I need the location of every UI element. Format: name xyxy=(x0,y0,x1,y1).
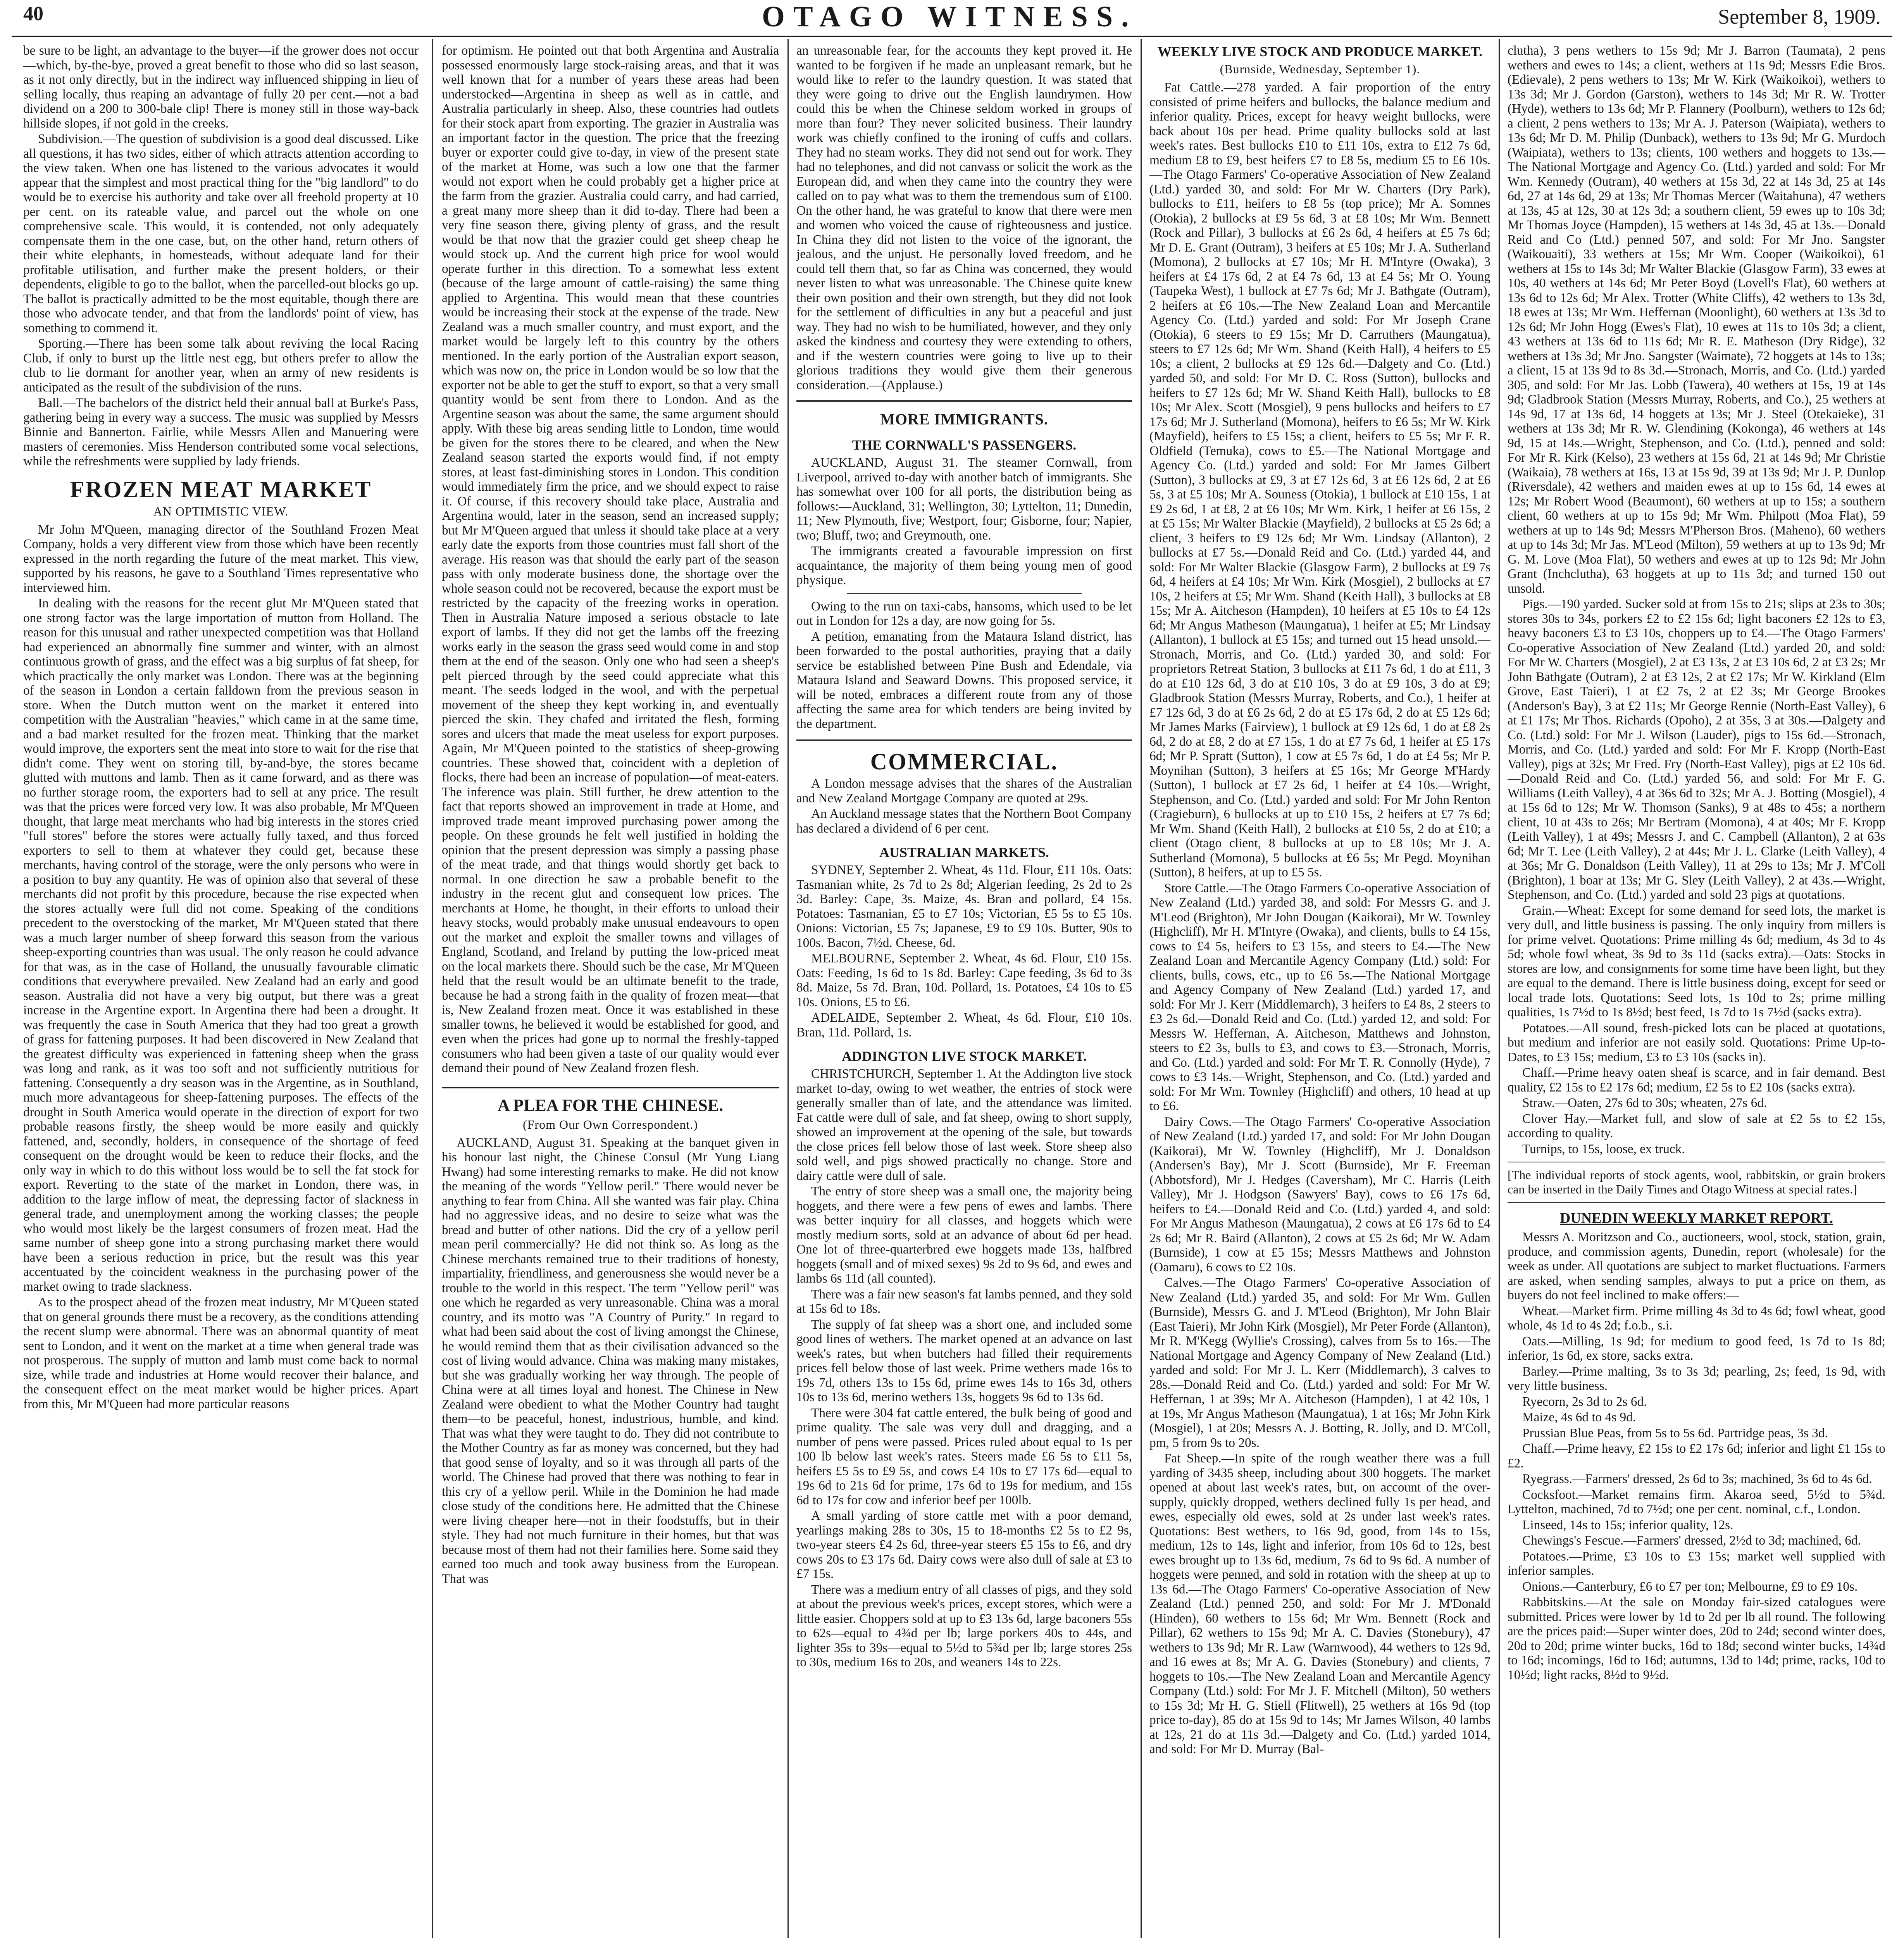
article-paragraph: Barley.—Prime malting, 3s to 3s 3d; pearling, 2s; feed, 1s 9d, with very little business. xyxy=(1508,1364,1885,1393)
page-header xyxy=(0,0,1904,37)
editorial-notice: [The individual reports of stock agents, wool, rabbitskin, or grain brokers can be inserted in the Daily Times and Otago Witness at special rates.] xyxy=(1508,1168,1885,1196)
article-paragraph: be sure to be light, an advantage to the buyer—if the grower does not occur—which, by-the-bye, proved a great benefit to those who did so last season, as it not only directly, but in the indirect way influenced shipping in lieu of selling locally, thus reaping an advantage of fully 20 per cent.—not a bad dividend on a 200 to 300-bale clip! There is money still in those way-back hillside slopes, if not gold in the creeks. xyxy=(23,43,419,131)
divider xyxy=(847,593,1082,594)
headline-plea-chinese: A PLEA FOR THE CHINESE. xyxy=(442,1087,779,1115)
article-paragraph: An Auckland message states that the Northern Boot Company has declared a dividend of 6 per cent. xyxy=(796,807,1132,836)
article-paragraph: for optimism. He pointed out that both Argentina and Australia possessed enormously large stock-raising areas, and that it was well known that for a number of years these areas had been understocked—Argentina in sheep as well as in cattle, and Australia particularly in sheep. Also, these countries had outlets for their stock apart from exporting. The grazier in Australia was an important factor in the question. The price that the freezing buyer or exporter could give to-day, in view of the present state of the market at Home, was such a low one that the farmer would not export when he could probably get a higher price at the farm from the grazier. Australia could carry, and had carried, a great many more sheep than it did to-day. There had been a very fine season there, giving plenty of grass, and the result would be that now that the grazier could get sheep cheap he would stock up. And the current high price for wool would operate further in this direction. To a somewhat less extent (because of the large amount of cattle-raising) the same thing applied to Argentina. This would mean that these countries would be increasing their stock at the expense of the trade. New Zealand was a much smaller country, and must export, and the market would be largely left to this country by the others mentioned. In the early portion of the Australian export season, which was now on, the price in London would be so low that the exporter not be able to get the stuff to export, so that a very small quantity would be sent from there to London. And as the Argentine season was about the same, the same argument should apply. With these big areas sending little to London, time would be given for the stores there to be cleared, and when the New Zealand season started the exports would find, if not empty stores, at least fast-diminishing stores in London. This condition would immediately firm the price, and we should expect to raise it. Of course, if this recovery should take place, Australia and Argentina would, later in the season, send an increased supply; but Mr M'Queen argued that unless it should take place at a very early date the exports from those countries must fall short of the average. His reason was that should the early part of the season pass with only moderate business done, the shortage over the whole season could not be recovered, because the export must be restricted by the capacity of the freezing works in operation. Then in Australia Nature imposed a serious obstacle to late export of lambs. If they did not get the lambs off the freezing works early in the season the grass seed would come in and stop them at the end of the season. Only one who had seen a sheep's pelt pierced through by the seed could appreciate what this meant. The seeds lodged in the wool, and with the perpetual movement of the sheep they kept working in, and eventually pierced the skin. They chafed and irritated the flesh, forming sores and ulcers that made the meat useless for export purposes. Again, Mr M'Queen pointed to the statistics of sheep-growing countries. These showed that, coincident with a depletion of flocks, there had been an increase of population—of meat-eaters. The inference was plain. Still further, he drew attention to the fact that reports showed an improvement in trade at Home, and improved trade meant improved purchasing power among the people. On these grounds he felt well justified in holding the opinion that the present depression was simply a passing phase of the meat trade, and that things would shortly get back to normal. In one direction he saw a probable benefit to the industry in the recent glut and consequent low prices. The merchants at Home, he thought, in their efforts to unload their heavy stocks, would probably make unusual endeavours to open out the market and exploit the smaller towns and villages of England, Scotland, and Ireland by putting the low-priced meat on the local markets there. Should such be the case, Mr M'Queen held that the result would be an ultimate benefit to the trade, because he had a strong faith in the quality of frozen meat—that is, New Zealand frozen meat. Once it was established in these smaller towns, he believed it would be established for good, and even when the prices had gone up to normal the freshly-tapped consumers who had been given a taste of our quality would ever demand their pound of New Zealand frozen flesh. xyxy=(442,43,779,1075)
article-paragraph: Rabbitskins.—At the sale on Monday fair-sized catalogues were submitted. Prices were lower by 1d to 2d per lb all round. The following are the prices paid:—Super winter does, 20d to 24d; second winter does, 20d to 20d; prime winter bucks, 16d to 18d; second winter bucks, 14¾d to 16d; incomings, 16d to 16d; autumns, 13d to 14d; prime, racks, 10d to 10½d; light racks, 8½d to 9½d. xyxy=(1508,1595,1885,1682)
article-paragraph: Potatoes.—Prime, £3 10s to £3 15s; market well supplied with inferior samples. xyxy=(1508,1549,1885,1578)
byline: (From Our Own Correspondent.) xyxy=(522,1117,698,1131)
column-3 xyxy=(796,43,1132,1938)
article-paragraph: Pigs.—190 yarded. Sucker sold at from 15s to 21s; slips at 23s to 30s; stores 30s to 34s, porkers £2 to £2 15s 6d; light baconers £2 12s to £3, heavy baconers £3 to £3 10s, choppers up to £4.—The Otago Farmers' Co-operative Association of New Zealand (Ltd.) yarded 20, and sold: For Mr W. Charters (Mosgiel), 2 at £3 13s, 2 at £3 10s 6d, 2 at £3 2s; Mr John Bathgate (Outram), 2 at £3 12s, 2 at £2 17s; Mr W. Kirkland (Elm Grove, East Taieri), 1 at £2 7s, 2 at £2 3s; Mr George Brookes (Anderson's Bay), 3 at £2 11s; Mr George Rennie (North-East Valley), 6 at £1 17s; Mr Thos. Richards (Opoho), 2 at 35s, 3 at 30s.—Dalgety and Co. (Ltd.) sold: For Mr J. Wilson (Lauder), pigs to 15s 6d.—Stronach, Morris, and Co. (Ltd.) yarded and sold: For Mr F. Kropp (North-East Valley), pigs at 32s; Mr Fred. Fry (North-East Valley), pigs at £2 10s 6d.—Donald Reid and Co. (Ltd.) yarded 56, and sold: For Mr F. G. Williams (Leith Valley), 4 at 36s 6d to 32s; Mr A. J. Botting (Mosgiel), 4 at 15s 6d to 12s; Mr W. Thomson (Sanks), 9 at 48s to 45s; a northern client, 10 at 43s to 26s; Mr Bertram (Momona), 4 at 40s; Mr F. Kropp (Leith Valley), 1 at 49s; Messrs J. and C. Campbell (Allanton), 2 at 63s 6d; Mr T. Lee (Leith Valley), 2 at 44s; Mr J. L. Clarke (Leith Valley), 4 at 36s; Mr G. Donaldson (Leith Valley), 11 at 29s to 13s; Mr J. M'Coll (Brighton), 1 boar at 13s; Mr G. Sley (Leith Valley), 2 at 43s.—Wright, Stephenson, and Co. (Ltd.) yarded and sold 23 pigs at quotations. xyxy=(1508,597,1885,902)
subheadline: THE CORNWALL'S PASSENGERS. xyxy=(852,437,1077,453)
article-paragraph: Ryecorn, 2s 3d to 2s 6d. xyxy=(1522,1394,1647,1409)
article-paragraph: Ryegrass.—Farmers' dressed, 2s 6d to 3s; machined, 3s 6d to 4s 6d. xyxy=(1522,1472,1872,1486)
article-paragraph: In dealing with the reasons for the recent glut Mr M'Queen stated that one strong factor was the large importation of mutton from Holland. The reason for this unusual and rather unexpected competition was that Holland had experienced an abnormally fine summer and winter, with an almost continuous growth of grass, and the effect was a big surplus of fat sheep, for which practically the only market was London. There was at the beginning of the season in London a certain falldown from the previous season in store. When the Dutch mutton went on the market it entered into competition with the Australian "heavies," which came in at the same time, and a bad market resulted for the frozen meat. Thinking that the market would improve, the exporters sent the meat into store to wait for the rise that didn't come. They went on storing till, by-and-bye, the stores became glutted with muttons and lamb. Then as it came forward, and as there was no further storage room, the exporters had to sell at any price. The result was that the prices were forced very low. It was also probable, Mr M'Queen thought, that large meat merchants who had big interests in the stores cried "full stores" before the stores were actually fully taxed, and thus forced exporters to sell to them at whatever they could get, because these merchants, having control of the storage, were the only persons who were in a position to buy any quantity. He was of opinion also that several of these merchants did not profit by this procedure, because the rise expected when the stores actually were full did not come. Speaking of the conditions precedent to the overstocking of the market, Mr M'Queen stated that there was a much larger number of sheep forward this season from the various sheep-exporting countries than was usual. The only reason he could advance for that was, as in the case of Holland, the unusually favourable climatic conditions that everywhere prevailed. New Zealand had an early and good season. Australia did not have a very big output, but there was a great increase in the Argentine export. In Argentina there had been a drought. It was frequently the case in South America that they had too great a growth of grass for fattening purposes. It had been discovered in New Zealand that the greatest difficulty was experienced in fattening sheep when the grass was long and rank, as it was too soft and not sufficiently nutritious for fattening. Consequently a dry season was in the Argentine, as in Southland, much more advantageous for sheep-fattening purposes. The effects of the drought in South America would operate in the direction of export for two probable reasons firstly, the sheep would be more easily and quickly fattened, and, secondly, holders, in consequence of the shortage of feed consequent on the drought would be keen to reduce their flocks, and the only way in which to do this without loss would be to sell the fat stock for export. Reverting to the state of the market in London, there was, in addition to the large inflow of meat, the depressing factor of slackness in general trade, and unemployment among the working classes; the people who would most likely be the largest consumers of frozen meat. Had the same number of sheep gone into a strong purchasing market there would have been a serious reduction in price, but the result was this year accentuated by the coincident weakness in the purchasing power of the market owing to trade slackness. xyxy=(23,596,419,1294)
headline-immigrants: MORE IMMIGRANTS. xyxy=(880,410,1048,428)
article-paragraph: Owing to the run on taxi-cabs, hansoms, which used to be let out in London for 12s a day, are now going for 5s. xyxy=(796,599,1132,628)
article-paragraph: Wheat.—Market firm. Prime milling 4s 3d to 4s 6d; fowl wheat, good whole, 4s 1d to 4s 2d; f.o.b., s.i. xyxy=(1508,1303,1885,1333)
article-paragraph: Sporting.—There has been some talk about reviving the local Racing Club, if only to burst up the little nest egg, but others prefer to allow the club to lie dormant for another year, when an army of new residents is anticipated as the result of the subdivision of the runs. xyxy=(23,336,419,395)
column-rule xyxy=(1141,39,1142,1938)
article-paragraph: Subdivision.—The question of subdivision is a good deal discussed. Like all questions, it has two sides, either of which attracts attention according to the view taken. When one has listened to the various advocates it would appear that the simplest and most practical thing for the "big landlord" to do would be to exercise his authority and take over all freehold property at 10 per cent. on its rateable value, and parcel out the whole on one comprehensive scale. This would, it is contended, not only adequately compensate them in the one case, but, on the other hand, return others of their white elephants, in homesteads, without adequate land for their profitable utilisation, and further make the present holders, or their dependents, eligible to go to the ballot, when the parcelled-out blocks go up. The ballot is practically admitted to be the most equitable, though there are those who advocate tender, and that from the landlords' point of view, has something to commend it. xyxy=(23,132,419,335)
article-paragraph: Cocksfoot.—Market remains firm. Akaroa seed, 5½d to 5¾d. Lyttelton, machined, 7d to 7½d; one per cent. nominal, c.f., London. xyxy=(1508,1487,1885,1516)
headline-weekly-market: WEEKLY LIVE STOCK AND PRODUCE MARKET. xyxy=(1157,44,1483,59)
page-number: 40 xyxy=(23,3,43,25)
article-paragraph: AUCKLAND, August 31. The steamer Cornwall, from Liverpool, arrived to-day with another batch of immigrants. She has somewhat over 100 for all ports, the distribution being as follows:—Auckland, 31; Wellington, 30; Lyttelton, 11; Dunedin, 11; New Plymouth, five; Westport, four; Gisborne, four; Napier, two; Bluff, two; and Greymouth, one. xyxy=(796,455,1132,543)
masthead-title: OTAGO WITNESS. xyxy=(762,0,1137,33)
article-paragraph: clutha), 3 pens wethers to 15s 9d; Mr J. Barron (Taumata), 2 pens wethers and ewes to 14s; a client, wethers at 11s 9d; Messrs Edie Bros. (Edievale), 2 pens wethers to 13s; Mr W. Kirk (Waikoikoi), wethers to 13s 3d; Mr J. Gordon (Garston), wethers to 14s 3d; Mr R. W. Trotter (Hyde), wethers to 13s 6d; Mr P. Flannery (Poolburn), wethers to 12s 6d; a client, 2 pens wethers to 13s; Mr A. J. Paterson (Waipiata), wethers to 13s 6d; Mr D. M. Philip (Dunback), wethers to 13s 9d; Mr G. Murdoch (Waipiata), wethers to 13s; clients, 100 wethers and hoggets to 13s.—The National Mortgage and Agency Co. (Ltd.) yarded and sold: For Mr Wm. Kennedy (Outram), 40 wethers at 15s 3d, 22 at 14s 3d, 25 at 14s 6d, 27 at 14s 6d, 29 at 13s; Mr Thomas Mercer (Waitahuna), 47 wethers at 13s, 45 at 12s, 30 at 12s 3d; a southern client, 59 ewes up to 10s 3d; Mr Thomas Joyce (Hampden), 15 wethers at 14s 3d, 45 at 13s.—Donald Reid and Co (Ltd.) penned 507, and sold: For Mr Jno. Sangster (Waikouaiti), 33 wethers at 15s; Mr Wm. Cooper (Waikoikoi), 61 wethers at 15s to 14s 3d; Mr Walter Blackie (Glasgow Farm), 33 ewes at 10s, 40 wethers at 14s 6d; Mr Peter Boyd (Lovell's Flat), 60 wethers at 13s 6d to 12s 6d; Mr Alex. Trotter (White Cliffs), 42 wethers to 13s 3d, 18 ewes at 13s; Mr Wm. Heffernan (Moonlight), 60 wethers at 13s 3d to 12s 6d; Mr John Hogg (Ewes's Flat), 10 ewes at 11s to 10s 3d; a client, 43 wethers at 13s 6d to 11s 6d; Mr R. E. Matheson (Dry Ridge), 32 wethers at 13s 3d; Mr Jno. Sangster (Waimate), 72 hoggets at 14s to 13s; a client, 15 at 13s 9d to 8s 3d.—Stronach, Morris, and Co. (Ltd.) yarded 305, and sold: For Mr Jas. Lobb (Tawera), 40 wethers at 15s, 19 at 14s 9d; Gladbrook Station (Messrs Murray, Roberts, and Co.), 25 wethers at 14s 9d, 17 at 13s 6d, 14 hoggets at 13s; Mr J. Steel (Otekaieke), 31 wethers at 13s 3d; Mr R. W. Glendining (Kokonga), 46 wethers at 14s 9d, 15 at 14s.—Wright, Stephenson, and Co. (Ltd.), penned and sold: For Mr R. Kirk (Kelso), 23 wethers at 15s 6d, 21 at 14s 9d; Mr Christie (Waikaia), 78 wethers at 16s, 13 at 15s 9d, 39 at 13s 9d; Mr J. P. Dunlop (Riversdale), 42 wethers and maiden ewes at up to 15s 6d, 14 ewes at 12s; Mr Robert Wood (Beaumont), 60 wethers at up to 15s; a southern client, 60 wethers at up to 15s 9d; Mr Wm. Philpott (Moa Flat), 59 wethers at up to 14s 9d; Messrs M'Pherson Bros. (Maheno), 60 wethers at up to 14s 3d; Mr Jas. M'Leod (Milton), 59 wethers at up to 13s 9d; Mr G. M. Love (Moa Flat), 50 wethers and ewes at up to 12s 9d; Mr John Grant (Inchclutha), 63 hoggets at up to 11s 3d; and turned 150 out unsold. xyxy=(1508,43,1885,596)
article-paragraph: Linseed, 14s to 15s; inferior quality, 12s. xyxy=(1522,1517,1733,1532)
subheadline: AN OPTIMISTIC VIEW. xyxy=(153,504,289,518)
article-paragraph: There were 304 fat cattle entered, the bulk being of good and prime quality. The sale was very dull and dragging, and a number of pens were passed. Prices ruled about equal to 1s per 100 lb below last week's rates. Steers made £6 5s to £11 5s, heifers £5 5s to £9 5s, and cows £4 10s to £7 17s 6d—equal to 19s 6d to 21s 6d for prime, 17s 6d to 19s for medium, and 15s 6d to 17s for cow and inferior beef per 100lb. xyxy=(796,1405,1132,1507)
article-paragraph: The immigrants created a favourable impression on first acquaintance, the majority of them being young men of good physique. xyxy=(796,544,1132,587)
article-paragraph: an unreasonable fear, for the accounts they kept proved it. He wanted to be forgiven if he made an unpleasant remark, but he would like to refer to the laundry question. It was stated that they were going to drive out the English laundrymen. How could this be when the Chinese seldom worked in groups of more than four? They never solicited business. Their laundry work was chiefly confined to the ironing of cuffs and collars. They had no steam works. They did not send out for work. They had no telephones, and did not canvass or solicit the work as the European did, and when they came into the country they were called on to pay what was to them the tremendous sum of £100. On the other hand, he was grateful to know that there were men and women who voiced the cause of righteousness and justice. In China they did not listen to the voice of the ignorant, the jealous, and the unjust. He personally loved freedom, and he could tell them that, so far as China was concerned, they would never listen to what was unreasonable. The Chinese quite knew their own position and their own strength, but they did not look for the settlement of difficulties in any but a peaceful and just way. They had no wish to be humiliated, however, and they only asked the kindness and courtesy they were extending to others, and if the western countries were going to live up to their glorious traditions they would give them their generous consideration.—(Applause.) xyxy=(796,43,1132,392)
article-paragraph: There was a fair new season's fat lambs penned, and they sold at 15s 6d to 18s. xyxy=(796,1287,1132,1316)
article-paragraph: Mr John M'Queen, managing director of the Southland Frozen Meat Company, holds a very different view from those which have been recently expressed in the north regarding the future of the meat market. This view, supported by his reasons, he gave to a Southland Times representative who interviewed him. xyxy=(23,522,419,595)
subheadline: (Burnside, Wednesday, September 1). xyxy=(1220,62,1420,76)
article-paragraph: A London message advises that the shares of the Australian and New Zealand Mortgage Company are quoted at 29s. xyxy=(796,776,1132,805)
article-paragraph: Ball.—The bachelors of the district held their annual ball at Burke's Pass, gathering being in every way a success. The music was supplied by Messrs Binnie and Bannerton. Fairlie, while Messrs Allen and Manuering were masters of ceremonies. Miss Henderson contributed some vocal selections, while the refreshments were supplied by lady friends. xyxy=(23,396,419,468)
article-paragraph: Chewings's Fescue.—Farmers' dressed, 2½d to 3d; machined, 6d. xyxy=(1522,1533,1861,1548)
divider xyxy=(1508,1202,1885,1203)
article-paragraph: Potatoes.—All sound, fresh-picked lots can be placed at quotations, but medium and inferior are not easily sold. Quotations: Prime Up-to-Dates, to £3 15s; medium, £3 to £3 10s (sacks in). xyxy=(1508,1021,1885,1064)
article-paragraph: Oats.—Milling, 1s 9d; for medium to good feed, 1s 7d to 1s 8d; inferior, 1s 6d, ex store, sacks extra. xyxy=(1508,1334,1885,1363)
article-paragraph: ADELAIDE, September 2. Wheat, 4s 6d. Flour, £10 10s. Bran, 11d. Pollard, 1s. xyxy=(796,1010,1132,1040)
column-rule xyxy=(432,39,433,1938)
article-paragraph: Grain.—Wheat: Except for some demand for seed lots, the market is very dull, and little business is passing. The only inquiry from millers is for prime velvet. Quotations: Prime milling 4s 6d; medium, 4s 3d to 4s 5d; whole fowl wheat, 3s 9d to 3s 11d (sacks extra).—Oats: Stocks in stores are low, and consignments for some time have been light, but they are equal to the demand. There is little business doing, except for seed or local trade lots. Quotations: Seed lots, 1s 10d to 2s; prime milling qualities, 1s 7½d to 1s 8½d; best feed, 1s 7d to 1s 7½d (sacks extra). xyxy=(1508,903,1885,1019)
article-paragraph: The supply of fat sheep was a short one, and included some good lines of wethers. The market opened at an advance on last week's rates, but when butchers had filled their requirements prices fell below those of last week. Prime wethers made 16s to 19s 7d, others 13s to 15s 6d, prime ewes 14s to 16s 3d, others 10s to 13s 6d, merino wethers 13s, hoggets 9s 6d to 13s 6d. xyxy=(796,1317,1132,1404)
article-paragraph: CHRISTCHURCH, September 1. At the Addington live stock market to-day, owing to wet weather, the entries of stock were generally smaller than of late, and the attendance was limited. Fat cattle were dull of sale, and fat sheep, owing to short supply, showed an improvement at the opening of the sale, but towards the close prices fell below those of last week. Store sheep also sold well, and pigs showed practically no change. Store and dairy cattle were dull of sale. xyxy=(796,1067,1132,1183)
article-paragraph: Turnips, to 15s, loose, ex truck. xyxy=(1522,1141,1685,1156)
article-paragraph: Messrs A. Moritzson and Co., auctioneers, wool, stock, station, grain, produce, and commission agents, Dunedin, report (wholesale) for the week as under. All quotations are subject to market fluctuations. Farmers are asked, when sending samples, always to put a price on them, as buyers do not feel inclined to make offers:— xyxy=(1508,1230,1885,1302)
article-paragraph: MELBOURNE, September 2. Wheat, 4s 6d. Flour, £10 15s. Oats: Feeding, 1s 6d to 1s 8d. Barley: Cape feeding, 3s 6d to 3s 8d. Maize, 5s 7d. Bran, 10d. Pollard, 1s. Potatoes, £4 10s to £5 10s. Onions, £5 to £6. xyxy=(796,951,1132,1009)
article-paragraph: Clover Hay.—Market full, and slow of sale at £2 5s to £2 15s, according to quality. xyxy=(1508,1111,1885,1140)
article-paragraph: Dairy Cows.—The Otago Farmers' Co-operative Association of New Zealand (Ltd.) yarded 17, and sold: For Mr John Dougan (Kaikorai), Mr W. Townley (Highcliff), Mr J. Donaldson (Andersen's Bay), Mr J. Scott (Burnside), Mr F. Freeman (Abbotsford), Mr J. Hedges (Caversham), Mr C. Harris (Leith Valley), Mr J. Hodgson (Sawyers' Bay), cows to £6 17s 6d, heifers to £4.—Donald Reid and Co. (Ltd.) yarded 4, and sold: For Mr Angus Matheson (Maungatua), 2 cows at £6 17s 6d to £4 2s 6d; Mr R. Baird (Allanton), 2 cows at £5 2s 6d; Mr W. Adam (Burnside), 1 cow at £5 15s; Messrs Matthews and Johnston (Oamaru), 6 cows to £2 10s. xyxy=(1149,1114,1490,1274)
article-paragraph: The entry of store sheep was a small one, the majority being hoggets, and there were a few pens of ewes and lambs. There was better inquiry for all classes, and hoggets which were mostly medium sorts, sold at an advance of about 6d per head. One lot of three-quarterbred ewe hoggets made 13s, halfbred hoggets (small and of mixed sexes) 9s 2d to 9s 6d, and ewes and lambs 6s 11d (all counted). xyxy=(796,1184,1132,1286)
article-paragraph: AUCKLAND, August 31. Speaking at the banquet given in his honour last night, the Chinese Consul (Mr Yung Liang Hwang) had some interesting remarks to make. He did not know the meaning of the words "Yellow peril." There would never be anything to fear from China. All she wanted was fair play. China had no aggressive ideas, and no desire to seize what was the bread and butter of other nations. Did the cry of a yellow peril mean peril commercially? He did not think so. As long as the Chinese merchants remained true to their traditions of honesty, impartiality, friendliness, and generousness she would never be a trouble to the world in this respect. The term "Yellow peril" was one which he regarded as very unreasonable. China was a moral country, and its motto was "A Country of Purity." In regard to what had been said about the cost of living amongst the Chinese, he would remind them that as their civilisation advanced so the cost of living would advance. China was making many mistakes, but she was gradually working her way through. The people of China were at all times loyal and honest. The Chinese in New Zealand were obedient to what the Mother Country had taught them—to be peaceful, honest, industrious, humble, and kind. That was what they were taught to do. They did not contribute to the Mother Country as far as money was concerned, but they had that good sense of loyalty, and so it was through all parts of the world. The Chinese had proved that there was nothing to fear in this cry of a yellow peril. While in the Dominion he had made close study of the conditions here. He admitted that the Chinese were living cheaper here—not in their foodstuffs, but in their style. They had not much furniture in their homes, but that was because most of them had not their families here. Some said they earned too much and took away business from the European. That was xyxy=(442,1135,779,1586)
issue-date: September 8, 1909. xyxy=(1718,5,1881,28)
section-rule xyxy=(796,400,1132,402)
header-rule xyxy=(12,36,1892,37)
article-paragraph: Prussian Blue Peas, from 5s to 5s 6d. Partridge peas, 3s 3d. xyxy=(1522,1426,1828,1440)
subheadline: AUSTRALIAN MARKETS. xyxy=(879,845,1049,860)
column-2 xyxy=(442,43,779,1938)
article-paragraph: Fat Cattle.—278 yarded. A fair proportion of the entry consisted of prime heifers and bullocks, the balance medium and inferior quality. Prices, except for heavy weight bullocks, were back about 10s per head. Prime quality bullocks sold at last week's rates. Best bullocks £10 to £11 10s, extra to £12 7s 6d, medium £8 to £9, best heifers £7 to £8 5s, medium £5 to £6 10s.—The Otago Farmers' Co-operative Association of New Zealand (Ltd.) yarded 30, and sold: For Mr W. Charters (Dry Park), bullocks to £11, heifers to £8 5s (top price); Mr A. Somnes (Otokia), 2 bullocks at £9 5s 6d, 3 at £8 10s; Mr Wm. Bennett (Rock and Pillar), 3 bullocks at £6 2s 6d, 4 heifers at £5 7s 6d; Mr D. E. Grant (Outram), 3 heifers at £5 10s; Mr J. A. Sutherland (Momona), 2 bullocks at £7 10s; Mr H. M'Intyre (Owaka), 3 heifers at £4 17s 6d, 2 at £4 7s 6d, 13 at £4 5s; Mr O. Young (Taupeka West), 1 bullock at £7 7s 6d; Mr J. Bathgate (Outram), 2 heifers at £6 10s.—The New Zealand Loan and Mercantile Agency Co. (Ltd.) yarded and sold: For Mr Joseph Crane (Otokia), 6 steers to £9 15s; Mr D. Carruthers (Maungatua), steers to £7 12s 6d; Mr Wm. Shand (Keith Hall), 4 heifers to £5 10s; a client, 2 bullocks at £9 12s 6d.—Dalgety and Co. (Ltd.) yarded 50, and sold: For Mr D. C. Ross (Sutton), bullocks and heifers to £7 12s 6d; Mr W. Shand Keith Hall), bullocks to £8 10s; Mr Alex. Scott (Mosgiel), 9 pens bullocks and heifers to £7 17s 6d; Mr J. Sutherland (Momona), heifers to £6 5s; Mr W. Kirk (Mayfield), heifers to £5 15s; a client, heifers to £5 5s; Mr F. R. Oldfield (Temuka), cows to £5.—The National Mortgage and Agency Co. (Ltd.) yarded and sold: For Mr James Gilbert (Sutton), 3 bullocks at £9, 3 at £7 12s 6d, 3 at £6 12s 6d, 2 at £6 5s, 3 at £5 10s; Mr A. Souness (Otokia), 1 bullock at £10 15s, 1 at £9 2s 6d, 1 at £8, 2 at £6 10s; Mr Wm. Kirk, 1 heifer at £6 15s, 2 at £5 15s; Mr Walter Blackie (Mayfield), 2 bullocks at £5 2s 6d; a client, 3 heifers to £9 12s 6d; Mr Wm. Lindsay (Allanton), 2 bullocks at £7 5s.—Donald Reid and Co. (Ltd.) yarded 44, and sold: For Mr Walter Blackie (Glasgow Farm), 2 bullocks at £9 7s 6d, 4 heifers at £4 10s; Mr Wm. Kirk (Mosgiel), 2 bullocks at £7 10s, 2 heifers at £5; Mr Wm. Shand (Keith Hall), 3 bullocks at £8 15s; Mr A. Aitcheson (Hampden), 10 heifers at £5 10s to £4 12s 6d; Mr Angus Matheson (Maungatua), 1 heifer at £5; Mr Lindsay (Allanton), 1 bullock at £5 15s; and turned out 15 head unsold.—Stronach, Morris, and Co. (Ltd.) yarded 30, and sold: For proprietors Retreat Station, 3 bullocks at £11 7s 6d, 1 do at £11, 3 do at £10 12s 6d, 3 do at £10 10s, 3 do at £9 10s, 3 do at £9; Gladbrook Station (Messrs Murray, Roberts, and Co.), 1 heifer at £7 12s 6d, 3 do at £6 2s 6d, 2 do at £5 17s 6d, 2 do at £5 12s 6d; Mr James Marks (Fairview), 1 bullock at £9 12s 6d, 1 do at £8 2s 6d, 2 do at £8, 2 do at £7 15s, 1 do at £7 7s 6d, 1 heifer at £5 17s 6d; Mr P. Spratt (Sutton), 1 cow at £5 7s 6d, 1 do at £4 5s; Mr P. Moynihan (Sutton), 3 heifers at £5 16s; Mr George M'Hardy (Sutton), 1 bullock at £7 2s 6d, 1 heifer at £4 10s.—Wright, Stephenson, and Co. (Ltd.) yarded and sold: For Mr John Renton (Cragieburn), 6 bullocks at up to £10 15s, 2 heifers at £7 7s 6d; Mr Wm. Shand (Keith Hall), 2 bullocks at £10 5s, 2 do at £10; a client (Otago client, 8 bullocks at up to £8 10s; Mr J. A. Sutherland (Momona), 5 bullocks at £6 5s; Mr Pegd. Moynihan (Sutton), 8 heifers, at up to £5 5s. xyxy=(1149,80,1490,879)
article-paragraph: A small yarding of store cattle met with a poor demand, yearlings making 28s to 30s, 15 to 18-months £2 5s to £2 9s, two-year steers £4 2s 6d, three-year steers £5 15s to £6, and dry cows 20s to £3 17s 6d. Dairy cows were also dull of sale at £3 to £7 15s. xyxy=(796,1509,1132,1581)
article-paragraph: There was a medium entry of all classes of pigs, and they sold at about the previous week's prices, except stores, which were a little easier. Choppers sold at up to £3 13s 6d, large baconers 55s to 62s—equal to 4¾d per lb; large porkers 40s to 44s, and lighter 35s to 39s—equal to 5½d to 5¾d per lb; large stores 25s to 30s, medium 16s to 20s, and weaners 14s to 22s. xyxy=(796,1582,1132,1669)
article-paragraph: Chaff.—Prime heavy oaten sheaf is scarce, and in fair demand. Best quality, £2 15s to £2 17s 6d; medium, £2 5s to £2 10s (sacks extra). xyxy=(1508,1066,1885,1095)
headline-dunedin-market: DUNEDIN WEEKLY MARKET REPORT. xyxy=(1559,1210,1833,1226)
article-paragraph: Fat Sheep.—In spite of the rough weather there was a full yarding of 3435 sheep, including about 300 hoggets. The market opened at about last week's rates, but, on account of the over-supply, quickly dropped, wethers declined fully 1s per head, and ewes, especially old ewes, sold at 2s under last week's rates. Quotations: Best wethers, to 16s 9d, good, from 14s to 15s, medium, 12s to 14s, light and inferior, from 10s 6d to 12s, best ewes brought up to 13s 6d, medium, 7s 6d to 9s 6d. A number of hoggets were penned, and sold in rotation with the sheep at up to 13s 6d.—The Otago Farmers' Co-operative Association of New Zealand (Ltd.) penned 250, and sold: For Mr J. M'Donald (Hinden), 60 wethers to 15s 6d; Mr Wm. Bennett (Rock and Pillar), 62 wethers to 15s 9d; Mr A. C. Davies (Stonebury), 47 wethers to 13s 9d; Mr R. Law (Warnwood), 44 wethers to 12s 9d, and 16 ewes at 8s; Mr A. G. Davies (Stonebury) and clients, 7 hoggets to 10s.—The New Zealand Loan and Mercantile Agency Company (Ltd.) sold: For Mr J. F. Mitchell (Milton), 50 wethers to 15s 3d; Mr H. G. Stiell (Flitwell), 25 wethers at 16s 9d (top price to-day), 85 do at 15s 9d to 14s; Mr James Wilson, 40 lambs at 12s, 21 do at 11s 3d.—Dalgety and Co. (Ltd.) yarded 1014, and sold: For Mr D. Murray (Bal- xyxy=(1149,1451,1490,1756)
article-paragraph: Onions.—Canterbury, £6 to £7 per ton; Melbourne, £9 to £9 10s. xyxy=(1522,1579,1858,1594)
column-1 xyxy=(23,43,419,1938)
article-paragraph: Store Cattle.—The Otago Farmers Co-operative Association of New Zealand (Ltd.) yarded 38, and sold: For Messrs G. and J. M'Leod (Brighton), Mr John Dougan (Kaikorai), Mr W. Townley (Highcliff), Mr H. M'Intyre (Owaka), and clients, bulls to £4 15s, cows to £4 5s, heifers to £3 15s, and steers to £4.—The New Zealand Loan and Mercantile Agency Company (Ltd.) sold: For clients, bulls, cows, etc., up to £6 5s.—The National Mortgage and Agency Company of New Zealand (Ltd.) yarded 17, and sold: For Mr J. Kerr (Middlemarch), 3 heifers to £4 8s, 2 steers to £3 2s 6d.—Donald Reid and Co. (Ltd.) yarded 12, and sold: For Messrs W. Heffernan, A. Aitcheson, Matthews and Johnston, steers to £2 3s, bulls to £3, and cows to £3.—Stronach, Morris, and Co. (Ltd.) yarded and sold: For Mr T. R. Connolly (Hyde), 7 cows to £3 14s.—Wright, Stephenson, and Co. (Ltd.) yarded and sold: For Mr Wm. Townley (Highcliff) and others, 10 head at up to £6. xyxy=(1149,881,1490,1113)
subheadline: ADDINGTON LIVE STOCK MARKET. xyxy=(841,1048,1087,1064)
article-paragraph: A petition, emanating from the Mataura Island district, has been forwarded to the postal authorities, praying that a daily service be established between Pine Bush and Edendale, via Mataura Island and Seaward Downs. This proposed service, it will be noted, embraces a different route from any of those affecting the same area for which tenders are being invited by the department. xyxy=(796,629,1132,731)
article-paragraph: Straw.—Oaten, 27s 6d to 30s; wheaten, 27s 6d. xyxy=(1522,1096,1767,1110)
column-4 xyxy=(1149,43,1490,1938)
section-rule xyxy=(796,739,1132,741)
article-paragraph: Chaff.—Prime heavy, £2 15s to £2 17s 6d; inferior and light £1 15s to £2. xyxy=(1508,1441,1885,1471)
column-rule xyxy=(787,39,789,1938)
column-rule xyxy=(1499,39,1500,1938)
article-paragraph: Calves.—The Otago Farmers' Co-operative Association of New Zealand (Ltd.) yarded 35, and sold: For Mr Wm. Gullen (Burnside), Messrs G. and J. M'Leod (Brighton), Mr John Blair (East Taieri), Mr John Kirk (Mosgiel), Mr Peter Forde (Allanton), Mr R. M'Kegg (Wyllie's Crossing), calves from 5s to 16s.—The National Mortgage and Agency Company of New Zealand (Ltd.) yarded and sold: For Mr J. L. Kerr (Middlemarch), 3 calves to 28s.—Donald Reid and Co. (Ltd.) yarded and sold: For Mr W. Heffernan, 1 at 39s; Mr A. Aitcheson (Hampden), 1 at 42 10s, 1 at 19s, Mr Angus Matheson (Maungatua), 1 at 16s; Mr John Kirk (Mosgiel), 1 at 20s; Messrs A. J. Botting, R. Jolly, and D. M'Coll, pm, 5 from 9s to 20s. xyxy=(1149,1276,1490,1450)
column-5 xyxy=(1508,43,1885,1938)
article-paragraph: Maize, 4s 6d to 4s 9d. xyxy=(1522,1410,1636,1424)
headline-frozen-meat: FROZEN MEAT MARKET xyxy=(70,476,372,502)
article-paragraph: As to the prospect ahead of the frozen meat industry, Mr M'Queen stated that on general grounds there must be a recovery, as the conditions attending the recent slump were abnormal. There was an abnormal quantity of meat sent to London, and it went on the market at a time when general trade was not prosperous. The supply of mutton and lamb must come back to normal size, while trade and industries at Home would recover their balance, and the consequent effect on the meat market would be higher prices. Apart from this, Mr M'Queen had more particular reasons xyxy=(23,1295,419,1411)
article-paragraph: SYDNEY, September 2. Wheat, 4s 11d. Flour, £11 10s. Oats: Tasmanian white, 2s 7d to 2s 8d; Algerian feeding, 2s 2d to 2s 3d. Barley: Cape, 3s. Maize, 4s. Bran and pollard, £4 15s. Potatoes: Tasmanian, £5 to £7 10s; Victorian, £5 5s to £5 10s. Onions: Victorian, £5 7s; Japanese, £9 to £9 10s. Butter, 90s to 100s. Bacon, 7½d. Cheese, 6d. xyxy=(796,863,1132,950)
headline-commercial: COMMERCIAL. xyxy=(870,749,1058,774)
